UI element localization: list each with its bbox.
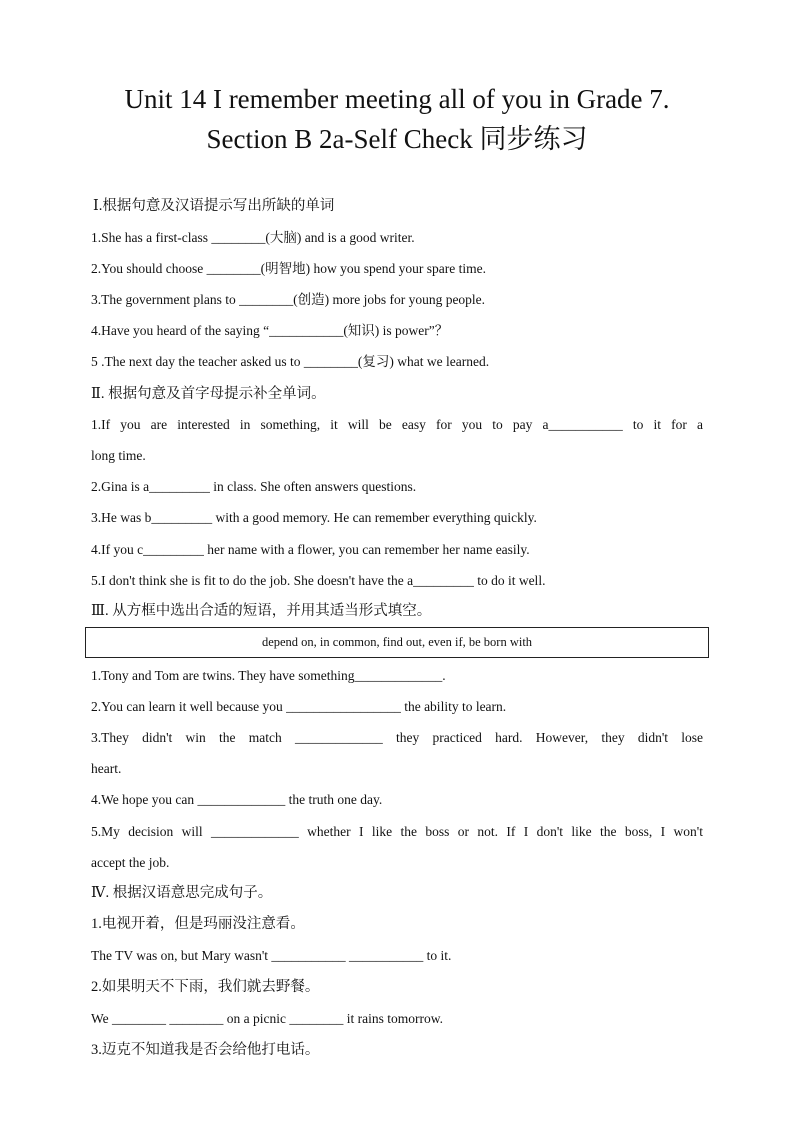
question-3-4: 4.We hope you can _____________ the truth one day. [91, 792, 383, 807]
question-2-4: 4.If you c_________ her name with a flower, you can remember her name easily. [91, 542, 530, 557]
question-2-1: 1.If you are interested in something, it will be easy for you to pay a___________ to it for a [91, 417, 703, 432]
section-4-heading: Ⅳ. 根据汉语意思完成句子。 [91, 885, 273, 901]
title-line-1: Unit 14 I remember meeting all of you in Grade 7. [124, 84, 670, 114]
question-1-5: 5 .The next day the teacher asked us to ________(复习) what we learned. [91, 354, 490, 369]
question-1-2: 2.You should choose ________(明智地) how you spend your spare time. [91, 261, 486, 276]
question-4-2-prompt: 2.如果明天不下雨，我们就去野餐。 [91, 979, 320, 995]
question-2-2: 2.Gina is a_________ in class. She often answers questions. [91, 479, 417, 494]
question-4-1-prompt: 1.电视开着，但是玛丽没注意看。 [91, 916, 305, 932]
word-box: depend on, in common, find out, even if, be born with [85, 627, 709, 658]
question-3-3-cont: heart. [91, 761, 122, 776]
title-line-2: Section B 2a-Self Check 同步练习 [206, 124, 588, 154]
question-4-2: We ________ ________ on a picnic ________ it rains tomorrow. [91, 1011, 443, 1026]
question-1-4: 4.Have you heard of the saying “___________(知识) is power”？ [91, 323, 449, 338]
question-1-3: 3.The government plans to ________(创造) more jobs for young people. [91, 292, 486, 307]
section-3-heading: Ⅲ. 从方框中选出合适的短语，并用其适当形式填空。 [91, 603, 432, 619]
question-3-1: 1.Tony and Tom are twins. They have something_____________. [91, 668, 446, 683]
question-3-5: 5.My decision will _____________ whether I like the boss or not. If I don't like the boss, I won't [91, 824, 703, 839]
section-1-heading: Ⅰ.根据句意及汉语提示写出所缺的单词 [93, 198, 335, 214]
question-4-1: The TV was on, but Mary wasn't ___________ ___________ to it. [91, 948, 452, 963]
question-2-1-cont: long time. [91, 448, 146, 463]
question-3-5-cont: accept the job. [91, 855, 170, 870]
question-1-1: 1.She has a first-class ________(大脑) and is a good writer. [91, 230, 415, 245]
section-2-heading: Ⅱ. 根据句意及首字母提示补全单词。 [91, 386, 326, 402]
question-3-2: 2.You can learn it well because you _________________ the ability to learn. [91, 699, 507, 714]
question-4-3-prompt: 3.迈克不知道我是否会给他打电话。 [91, 1042, 320, 1058]
question-2-5: 5.I don't think she is fit to do the job. She doesn't have the a_________ to do it well. [91, 573, 546, 588]
question-3-3: 3.They didn't win the match _____________ they practiced hard. However, they didn't lose [91, 730, 703, 745]
question-2-3: 3.He was b_________ with a good memory. He can remember everything quickly. [91, 510, 537, 525]
